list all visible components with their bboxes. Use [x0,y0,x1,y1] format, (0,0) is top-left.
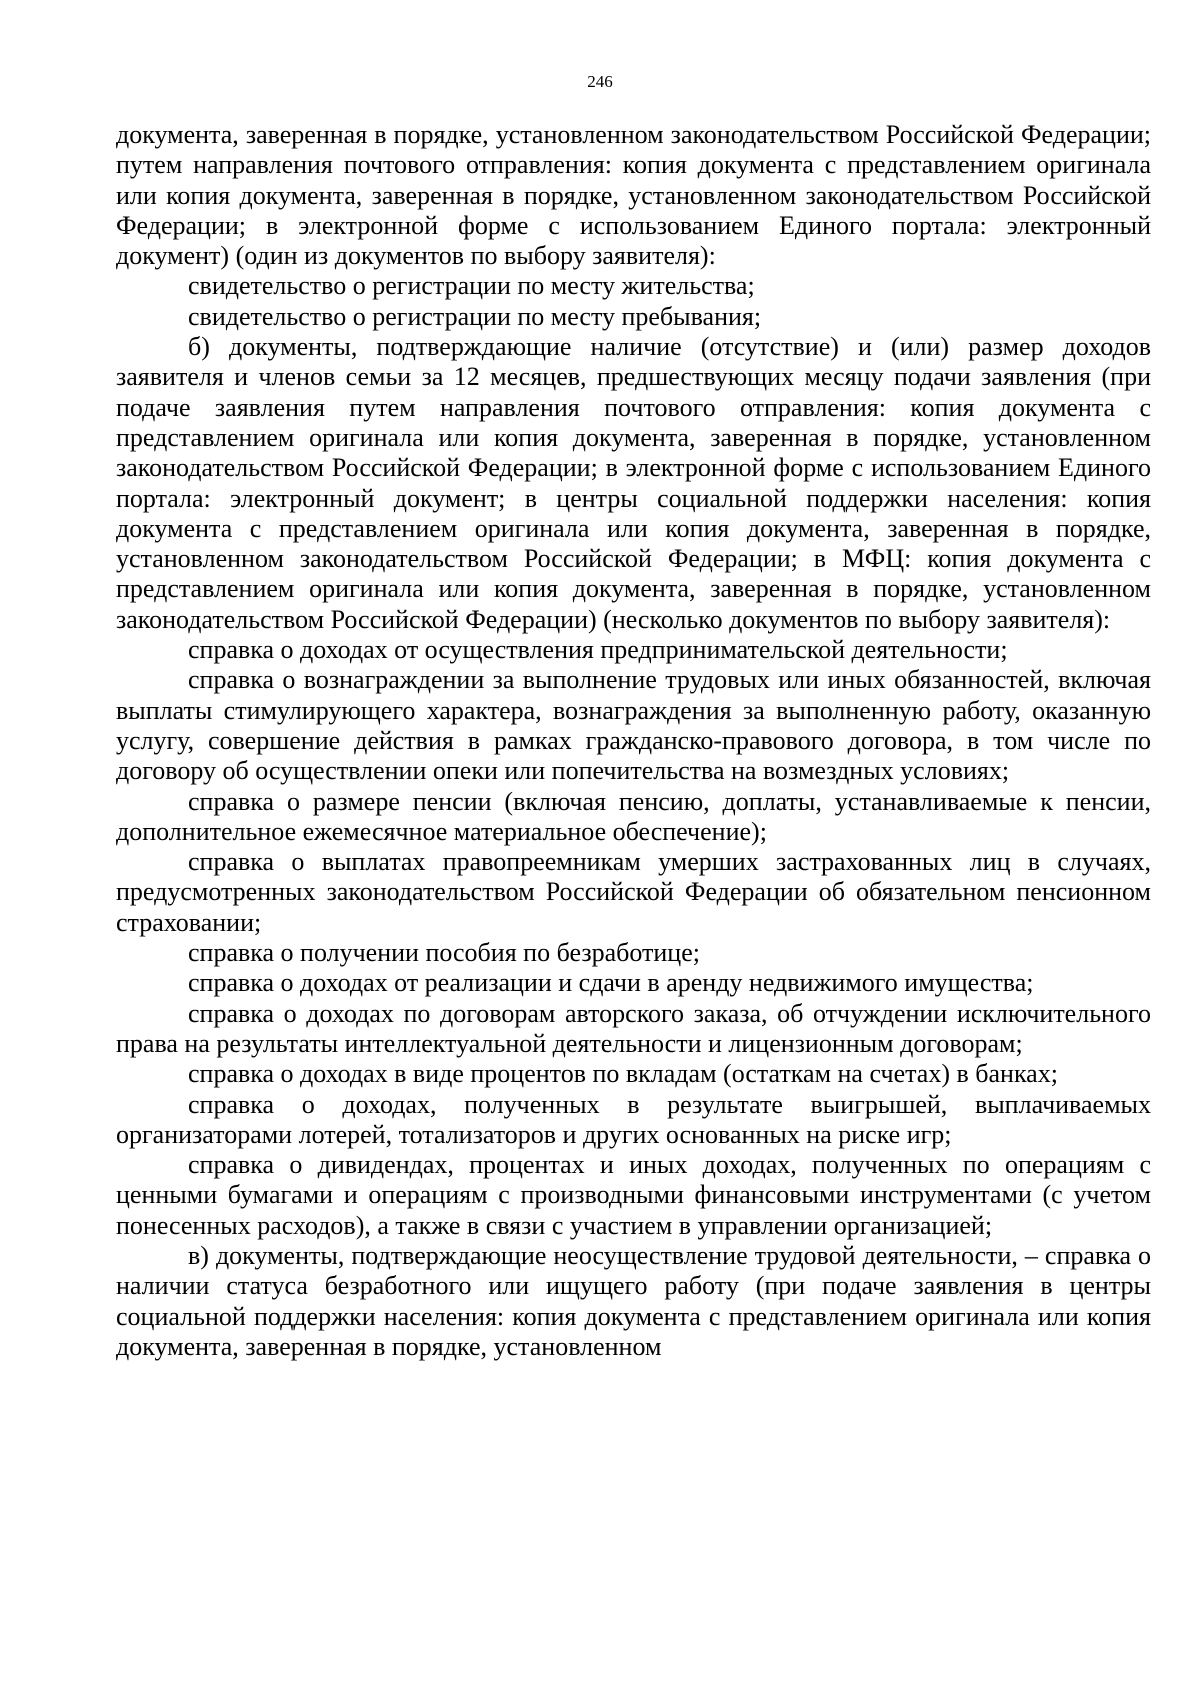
paragraph: справка о вознаграждении за выполнение трудовых или иных обязанностей, включая выплаты стимулирующего характера, вознаграждения за выполненную работу, оказанную услугу, совершение действия в рамках гражданско-правового договора, в том числе по договору об осуществлении опеки или попечительства на возмездных условиях; [116,665,1151,786]
paragraph: справка о доходах от реализации и сдачи в аренду недвижимого имущества; [188,968,1034,998]
paragraph: в) документы, подтверждающие неосуществление трудовой деятельности, – справка о наличии статуса безработного или ищущего работу (при подаче заявления в центры социальной поддержки населения: копия документа с представлением оригинала или копия документа, заверенная в порядке, установленном [116,1240,1151,1361]
paragraph: свидетельство о регистрации по месту пребывания; [188,301,762,331]
paragraph: справка о выплатах правопреемникам умерших застрахованных лиц в случаях, предусмотренных законодательством Российской Федерации об обязательном пенсионном страховании; [116,847,1151,937]
paragraph: справка о доходах в виде процентов по вкладам (остаткам на счетах) в банках; [188,1059,1058,1089]
paragraph: справка о размере пенсии (включая пенсию, доплаты, устанавливаемые к пенсии, дополнительное ежемесячное материальное обеспечение); [116,786,1151,846]
paragraph: справка о доходах от осуществления предпринимательской деятельности; [188,635,1008,665]
paragraph: справка о доходах, полученных в результате выигрышей, выплачиваемых организаторами лотерей, тотализаторов и других основанных на риске игр; [116,1089,1151,1149]
paragraph: документа, заверенная в порядке, установленном законодательством Российской Федерации; путем направления почтового отправления: копия документа с представлением оригинала или копия документа, заверенная в порядке, установленном законодательством Российской Федерации; в электронной форме с использованием Единого портала: электронный документ) (один из документов по выбору заявителя): [116,120,1151,271]
paragraph: свидетельство о регистрации по месту жительства; [188,271,755,301]
paragraph: справка о дивидендах, процентах и иных доходах, полученных по операциям с ценными бумагами и операциям с производными финансовыми инструментами (с учетом понесенных расходов), а также в связи с участием в управлении организацией; [116,1150,1151,1240]
paragraph: справка о получении пособия по безработице; [188,938,700,968]
page-number: 246 [587,72,613,91]
paragraph: справка о доходах по договорам авторского заказа, об отчуждении исключительного права на результаты интеллектуальной деятельности и лицензионным договорам; [116,998,1151,1058]
paragraph: б) документы, подтверждающие наличие (отсутствие) и (или) размер доходов заявителя и членов семьи за 12 месяцев, предшествующих месяцу подачи заявления (при подаче заявления путем направления почтового отправления: копия документа с представлением оригинала или копия документа, заверенная в порядке, установленном законодательством Российской Федерации; в электронной форме с использованием Единого портала: электронный документ; в центры социальной поддержки населения: копия документа с представлением оригинала или копия документа, заверенная в порядке, установленном законодательством Российской Федерации; в МФЦ: копия документа с представлением оригинала или копия документа, заверенная в порядке, установленном законодательством Российской Федерации) (несколько документов по выбору заявителя): [116,332,1151,634]
document-body [116,120,1151,1362]
